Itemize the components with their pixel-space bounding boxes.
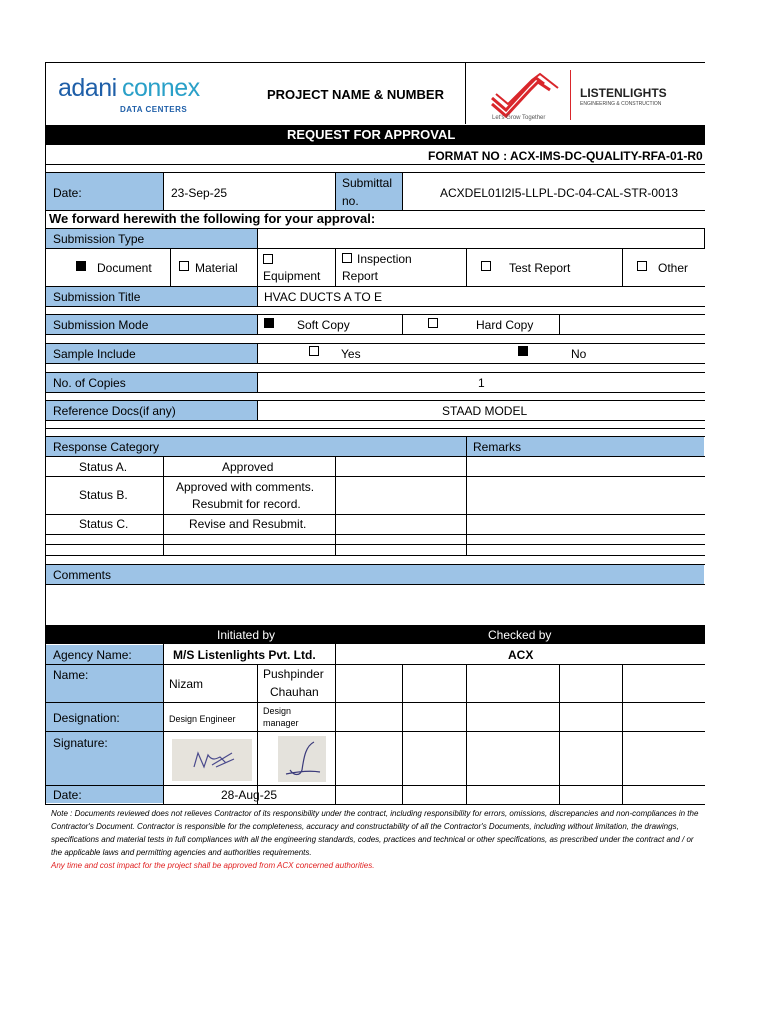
test-report-checkbox[interactable] [481,261,491,271]
designation-design-engineer: Design Engineer [169,714,236,724]
initiated-by-label: Initiated by [217,628,276,642]
material-label: Material [195,261,238,275]
agency-name-value: M/S Listenlights Pvt. Ltd. [173,648,316,662]
listenlights-emblem-icon [488,68,568,120]
equipment-label: Equipment [263,269,321,283]
logo-datacenters-text: DATA CENTERS [120,105,188,114]
checked-by-label: Checked by [488,628,552,642]
name-nizam: Nizam [169,677,204,691]
inspection-report-checkbox[interactable] [342,253,352,263]
request-for-approval-title: REQUEST FOR APPROVAL [287,127,456,142]
sample-no-label: No [571,347,587,361]
document-label: Document [97,261,152,275]
submittal-number: ACXDEL01I2I5-LLPL-DC-04-CAL-STR-0013 [440,186,679,200]
document-checkbox[interactable] [76,261,86,271]
logo-listenlights-text: LISTENLIGHTS [580,86,667,100]
logo-adani-text: adani [58,74,117,102]
status-a-label: Status A. [79,460,128,474]
inspection-label-line2: Report [342,269,379,283]
other-checkbox[interactable] [637,261,647,271]
disclaimer-note: Note : Documents reviewed does not relieves Contractor of its responsibility under the contract, including responsibility for errors, omissions, discrepancies and non-compliances in the Contractor's Document. Contractor is responsible for the completeness, accuracy and constructability of all the Contractor's Documents, including without limitation, the drawings, specifications and material tests in full compliances with all the engineering standards, codes, practices and technical or other specifications, as prescribed under the contract and / or the applicable laws and permitting agencies and authorities requirements. [51,809,699,857]
designation-manager-line1: Design [263,706,292,716]
signature-nizam-image [172,739,252,781]
agency-name-label: Agency Name: [53,648,132,662]
format-number: FORMAT NO : ACX-IMS-DC-QUALITY-RFA-01-R0 [428,149,703,163]
soft-copy-label: Soft Copy [297,318,350,332]
forward-text: We forward herewith the following for your approval: [49,211,376,226]
equipment-checkbox[interactable] [263,254,273,264]
status-c-label: Status C. [79,517,129,531]
name-pushpinder-line1: Pushpinder [263,667,324,681]
inspection-label-line1: Inspection [357,252,412,266]
disclaimer-red-note: Any time and cost impact for the project shall be approved from ACX concerned authorities. [51,861,375,870]
material-checkbox[interactable] [179,261,189,271]
reference-docs-label: Reference Docs(if any) [53,404,176,418]
date-signature-value: 28-Aug-25 [221,788,278,802]
remarks-label: Remarks [473,440,522,454]
other-label: Other [658,261,689,275]
name-pushpinder-line2: Chauhan [270,685,319,699]
designation-label: Designation: [53,711,120,725]
sample-yes-checkbox[interactable] [309,346,319,356]
date-value: 23-Sep-25 [171,186,228,200]
listenlights-logo [488,66,703,124]
logo-connex-text: connex [122,74,200,102]
comments-label: Comments [53,568,112,582]
hard-copy-checkbox[interactable] [428,318,438,328]
status-b-text-line2: Resubmit for record. [192,497,301,511]
copies-label: No. of Copies [53,376,126,390]
submission-title-label: Submission Title [53,290,141,304]
submission-type-label: Submission Type [53,232,145,246]
checked-agency-value: ACX [508,648,534,662]
reference-docs-value: STAAD MODEL [442,404,528,418]
signature-pushpinder-image [278,736,326,782]
signature-label: Signature: [53,736,108,750]
adaniconnex-logo [58,74,198,118]
date-label: Date: [53,186,82,200]
sample-include-label: Sample Include [53,347,136,361]
hard-copy-label: Hard Copy [476,318,534,332]
submission-title-value: HVAC DUCTS A TO E [264,290,383,304]
submission-mode-label: Submission Mode [53,318,149,332]
project-name-heading: PROJECT NAME & NUMBER [267,87,444,102]
designation-manager-line2: manager [263,718,299,728]
date-signature-label: Date: [53,788,82,802]
status-a-text: Approved [222,460,274,474]
status-b-label: Status B. [79,488,128,502]
test-report-label: Test Report [509,261,571,275]
submittal-label-line1: Submittal [342,176,393,190]
response-category-label: Response Category [53,440,160,454]
copies-value: 1 [478,376,485,390]
logo-engineering-text: ENGINEERING & CONSTRUCTION [580,101,662,107]
submittal-label-line2: no. [342,194,359,208]
name-label: Name: [53,668,89,682]
status-b-text-line1: Approved with comments. [176,480,315,494]
logo-tagline: Let's Grow Together [492,115,546,121]
status-c-text: Revise and Resubmit. [189,517,307,531]
sample-yes-label: Yes [341,347,361,361]
soft-copy-checkbox[interactable] [264,318,274,328]
sample-no-checkbox[interactable] [518,346,528,356]
